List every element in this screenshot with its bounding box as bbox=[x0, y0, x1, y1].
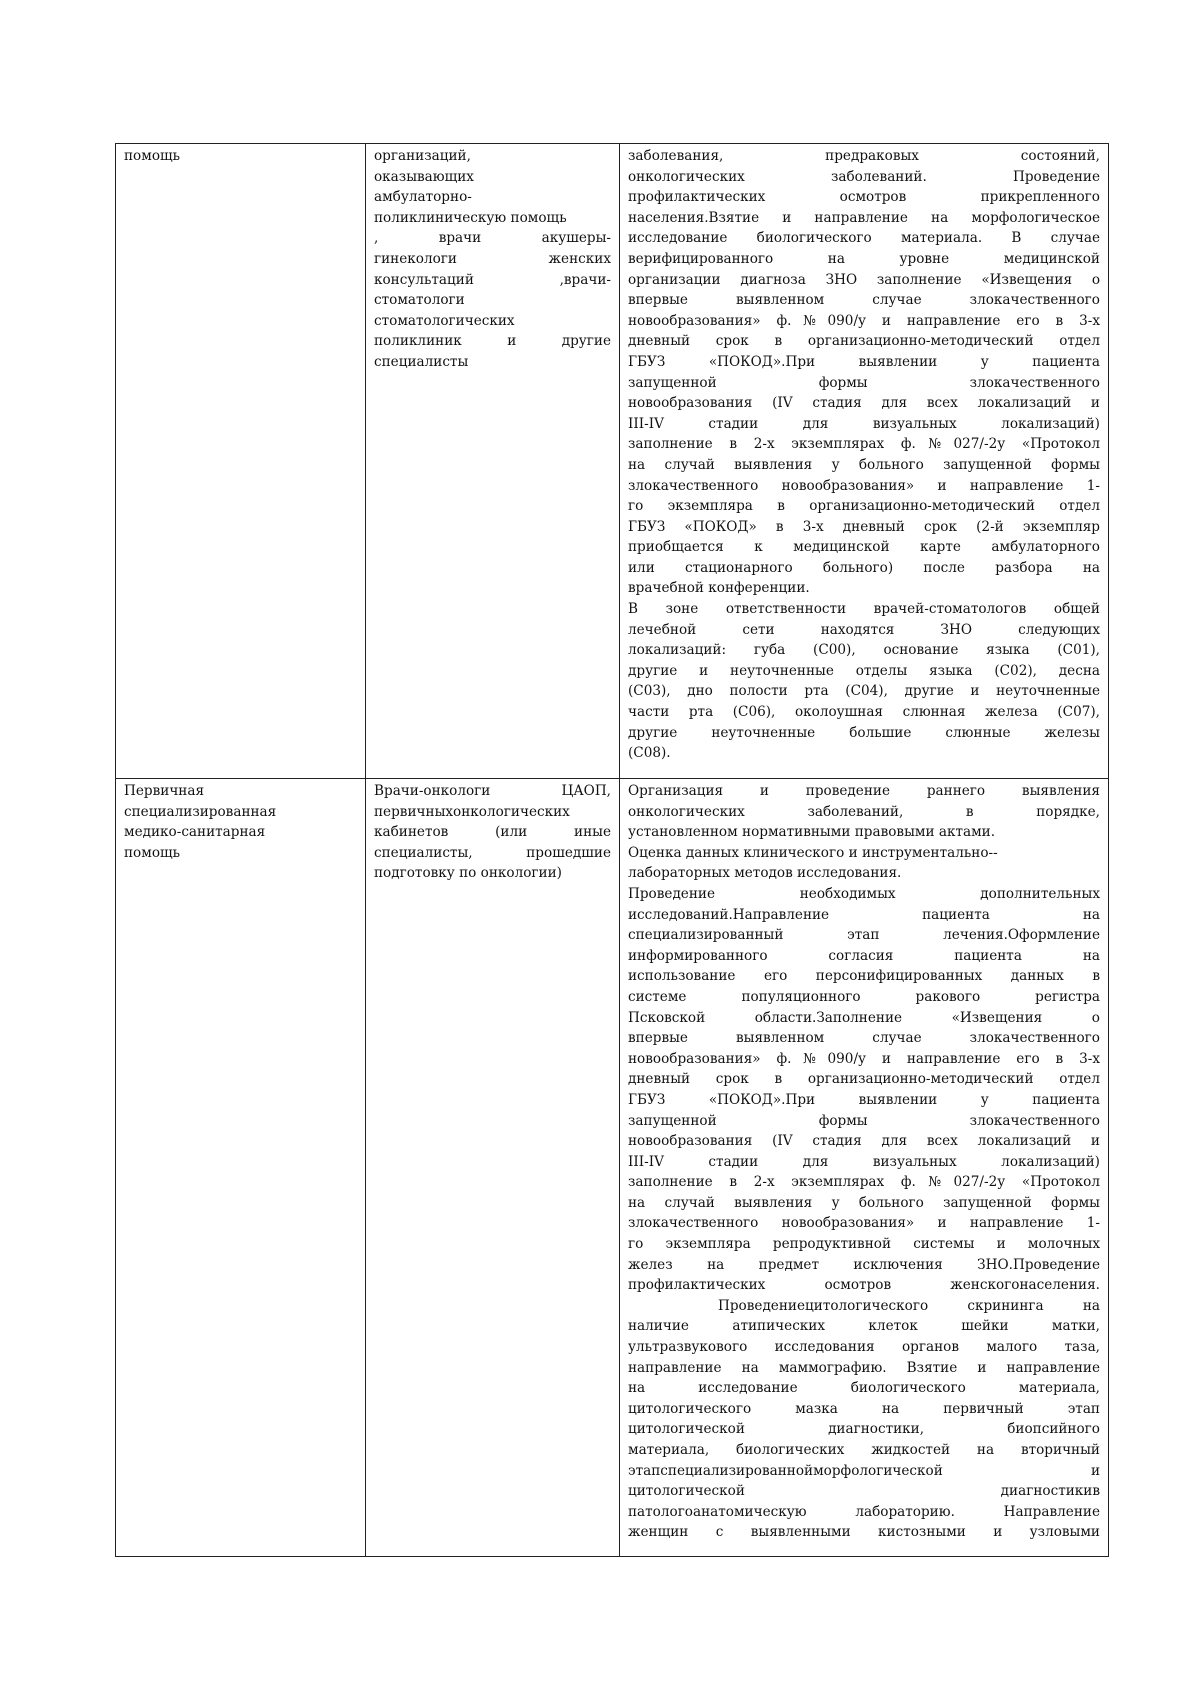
cell-line: подготовку по онкологии) bbox=[374, 865, 562, 882]
cell-line: специализированный этап лечения.Оформление bbox=[628, 927, 1100, 944]
cell-line: этапспециализированнойморфологической и bbox=[628, 1462, 1100, 1479]
cell-line: Оценка данных клинического и инструментально-- bbox=[628, 844, 998, 861]
cell-line: цитологического мазка на первичный этап bbox=[628, 1400, 1100, 1417]
table-row bbox=[116, 779, 1109, 1557]
cell-line: впервые выявленном случае злокачественного bbox=[628, 1030, 1100, 1047]
cell-line: стоматологи bbox=[374, 292, 465, 309]
cell-line: дневный срок в организационно-методический отдел bbox=[628, 1071, 1100, 1088]
cell-line: организаций, bbox=[374, 148, 471, 164]
cell-line: помощь bbox=[124, 148, 181, 164]
cell-line: новообразования (IV стадия для всех локализаций и bbox=[628, 1133, 1100, 1150]
cell-line: или стационарного больного) после разбора на bbox=[628, 559, 1100, 576]
cell-line: системе популяционного ракового регистра bbox=[628, 988, 1100, 1005]
table-row bbox=[116, 144, 1109, 779]
cell-line: (С08). bbox=[628, 745, 671, 762]
cell-line: использование его персонифицированных данных в bbox=[628, 968, 1100, 985]
cell-line: онкологических заболеваний, в порядке, bbox=[628, 803, 1100, 820]
cell-line: врачебной конференции. bbox=[628, 580, 810, 597]
cell-line: лабораторных методов исследования. bbox=[628, 865, 902, 882]
cell-line: информированного согласия пациента на bbox=[628, 947, 1100, 964]
specialists-cell bbox=[366, 779, 620, 1557]
cell-line: верифицированного на уровне медицинской bbox=[628, 250, 1100, 267]
cell-line: специалисты, прошедшие bbox=[374, 844, 611, 861]
cell-line: Организация и проведение раннего выявления bbox=[628, 783, 1100, 799]
cell-line: наличие атипических клеток шейки матки, bbox=[628, 1318, 1100, 1335]
cell-line: приобщается к медицинской карте амбулаторного bbox=[628, 539, 1100, 556]
document-table bbox=[115, 143, 1109, 1557]
cell-line: женщин с выявленными кистозными и узловыми bbox=[628, 1524, 1100, 1541]
cell-line: новообразования» ф.№090/у и направление его в 3-х bbox=[628, 312, 1100, 329]
cell-line: новообразования» ф.№090/у и направление его в 3-х bbox=[628, 1050, 1100, 1067]
cell-line: первичныхонкологических bbox=[374, 803, 570, 820]
cell-line: ультразвукового исследования органов малого таза, bbox=[628, 1339, 1100, 1356]
cell-line: поликлиническую помощь bbox=[374, 209, 567, 226]
cell-line: дневный срок в организационно-методический отдел bbox=[628, 333, 1100, 350]
cell-line: цитологической диагностикив bbox=[628, 1483, 1100, 1500]
cell-line: гинекологи женских bbox=[374, 250, 611, 267]
cell-line: новообразования (IV стадия для всех локализаций и bbox=[628, 395, 1100, 412]
cell-line: консультаций ,врачи- bbox=[374, 271, 611, 288]
cell-line: лечебной сети находятся ЗНО следующих bbox=[628, 621, 1100, 638]
cell-line: заполнение в 2-х экземплярах ф.№027/-2у «Протокол bbox=[628, 436, 1100, 453]
cell-line: онкологических заболеваний. Проведение bbox=[628, 168, 1100, 185]
cell-line: другие неуточненные большие слюнные железы bbox=[628, 724, 1100, 741]
cell-line: Первичная bbox=[124, 783, 205, 799]
cell-line: запущенной формы злокачественного bbox=[628, 1112, 1100, 1129]
cell-line: материала, биологических жидкостей на вторичный bbox=[628, 1442, 1100, 1458]
specialists-cell bbox=[366, 144, 620, 779]
cell-line: ГБУЗ «ПОКОД».При выявлении у пациента bbox=[628, 353, 1100, 370]
cell-line: помощь bbox=[124, 844, 181, 861]
cell-line: стоматологических bbox=[374, 312, 515, 329]
cell-line: профилактических осмотров женскогонаселения. bbox=[628, 1277, 1100, 1294]
cell-line: злокачественного новообразования» и направление 1- bbox=[628, 477, 1100, 494]
care-type-cell bbox=[116, 779, 366, 1557]
cell-line: специалисты bbox=[374, 353, 469, 370]
duties-cell bbox=[620, 144, 1109, 779]
cell-line: В зоне ответственности врачей-стоматологов общей bbox=[628, 601, 1100, 618]
cell-line: части рта (С06), околоушная слюнная железа (С07), bbox=[628, 704, 1100, 721]
cell-line: профилактических осмотров прикрепленного bbox=[628, 189, 1100, 206]
cell-line: го экземпляра репродуктивной системы и молочных bbox=[628, 1236, 1100, 1253]
cell-line: направление на маммографию. Взятие и направление bbox=[628, 1359, 1100, 1376]
cell-line: специализированная bbox=[124, 803, 277, 820]
cell-line: желез на предмет исключения ЗНО.Проведение bbox=[628, 1256, 1100, 1273]
cell-line: локализаций: губа (С00), основание языка (С01), bbox=[628, 642, 1100, 659]
cell-line: исследование биологического материала. В случае bbox=[628, 230, 1100, 247]
cell-line: III-IV стадии для визуальных локализаций) bbox=[628, 1153, 1100, 1170]
cell-line: ГБУЗ «ПОКОД».При выявлении у пациента bbox=[628, 1091, 1100, 1108]
cell-line: Проведение необходимых дополнительных bbox=[628, 885, 1100, 902]
cell-line: на исследование биологического материала, bbox=[628, 1380, 1100, 1397]
cell-line: запущенной формы злокачественного bbox=[628, 374, 1100, 391]
cell-line: на случай выявления у больного запущенной формы bbox=[628, 456, 1100, 473]
cell-line: цитологической диагностики, биопсийного bbox=[628, 1421, 1100, 1438]
cell-line: организации диагноза ЗНО заполнение «Извещения о bbox=[628, 271, 1100, 288]
cell-line: медико-санитарная bbox=[124, 824, 266, 841]
cell-line: заболевания, предраковых состояний, bbox=[628, 148, 1100, 164]
cell-line: впервые выявленном случае злокачественного bbox=[628, 292, 1100, 309]
cell-line: го экземпляра в организационно-методический отдел bbox=[628, 498, 1100, 515]
cell-line: злокачественного новообразования» и направление 1- bbox=[628, 1215, 1100, 1232]
cell-line: , врачи акушеры- bbox=[374, 230, 611, 247]
cell-line: заполнение в 2-х экземплярах ф.№027/-2у «Протокол bbox=[628, 1174, 1100, 1191]
duties-cell bbox=[620, 779, 1109, 1557]
cell-line: кабинетов (или иные bbox=[374, 824, 611, 841]
cell-line: оказывающих bbox=[374, 168, 474, 185]
cell-line: Проведениецитологического скрининга на bbox=[718, 1297, 1100, 1314]
care-type-cell bbox=[116, 144, 366, 779]
cell-line: исследований.Направление пациента на bbox=[628, 906, 1100, 923]
cell-line: амбулаторно- bbox=[374, 189, 472, 206]
cell-line: Врачи-онкологи ЦАОП, bbox=[374, 783, 611, 799]
cell-line: на случай выявления у больного запущенной формы bbox=[628, 1194, 1100, 1211]
cell-line: патологоанатомическую лабораторию. Направление bbox=[628, 1503, 1100, 1520]
cell-line: установленном нормативными правовыми актами. bbox=[628, 824, 996, 841]
cell-line: ГБУЗ «ПОКОД» в 3-х дневный срок (2-й экземпляр bbox=[628, 518, 1100, 535]
cell-line: другие и неуточненные отделы языка (С02), десна bbox=[628, 662, 1100, 679]
cell-line: Псковской области.Заполнение «Извещения о bbox=[628, 1009, 1100, 1026]
cell-line: III-IV стадии для визуальных локализаций) bbox=[628, 415, 1100, 432]
cell-line: поликлиник и другие bbox=[374, 333, 611, 350]
cell-line: (С03), дно полости рта (С04), другие и неуточненные bbox=[628, 683, 1100, 700]
cell-line: населения.Взятие и направление на морфологическое bbox=[628, 209, 1100, 226]
